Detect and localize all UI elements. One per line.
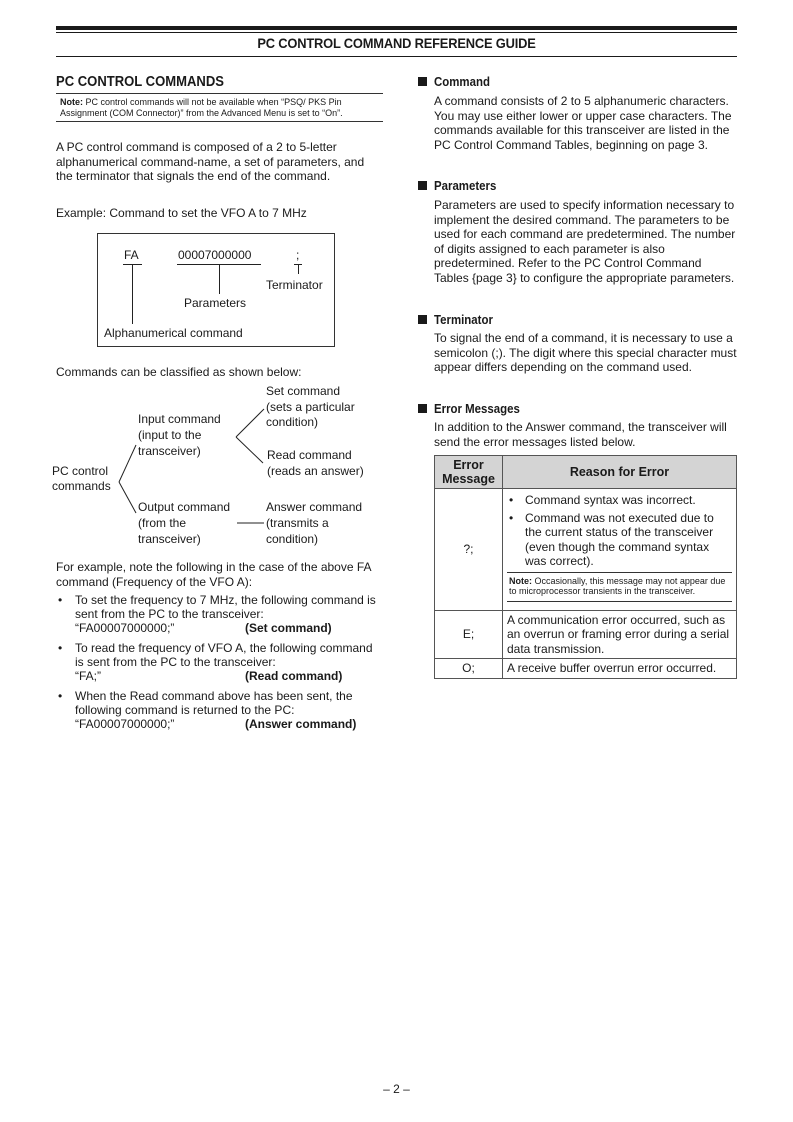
- bullet-command-type: (Set command): [245, 621, 332, 635]
- tree-answer-line1: Answer command: [266, 500, 363, 514]
- bullet-code: “FA00007000000;”: [75, 717, 175, 731]
- example-label: Example: Command to set the VFO A to 7 MHz: [56, 206, 307, 220]
- bullet-text: When the Read command above has been sent, the following command is returned to the PC:: [75, 689, 353, 717]
- bullet-icon: •: [58, 593, 63, 607]
- classify-intro: Commands can be classified as shown below:: [56, 365, 302, 379]
- tree-output-line1: Output command: [138, 500, 231, 514]
- table-row: [435, 489, 737, 611]
- bullet-icon: •: [509, 493, 514, 507]
- tree-root-line1: PC control: [52, 464, 109, 478]
- section-body-parameters: Parameters are used to specify information necessary to implement the desired command. The parameters to be used for each command are predetermined. The number of digits assigned to each parameter is also predetermined. Refer to the PC Control Command Tables {page 3} to configure the appropriate parameters.: [434, 198, 736, 285]
- square-bullet-icon: [418, 404, 427, 413]
- intro-paragraph: A PC control command is composed of a 2 to 5-letter alphanumerical command-name, a set of parameters, and the terminator that signals the end of the command.: [56, 140, 365, 183]
- section-body-error-messages: In addition to the Answer command, the transceiver will send the error messages listed below.: [434, 420, 727, 449]
- table-header-row: [435, 456, 737, 489]
- tree-set-line1: Set command: [266, 384, 341, 398]
- note-label: Note:: [60, 97, 83, 107]
- diagram-terminator-symbol: ;: [296, 248, 300, 262]
- section-heading-command: Command: [418, 74, 498, 89]
- diagram-command-label: Alphanumerical command: [104, 326, 243, 340]
- table-row: [435, 610, 737, 659]
- page-title: PC CONTROL COMMAND REFERENCE GUIDE: [257, 35, 536, 51]
- error-reason: A receive buffer overrun error occurred.: [503, 659, 737, 679]
- bullet-code: “FA;”: [75, 669, 101, 683]
- example-bullet-answer: [56, 689, 378, 731]
- section-heading-terminator: Terminator: [418, 312, 501, 327]
- error-reason: A communication error occurred, such as an overrun or framing error during a serial data transmission.: [503, 610, 737, 659]
- example-bullet-set: [56, 593, 378, 635]
- section-body-command: A command consists of 2 to 5 alphanumeric characters. You may use either lower or upper case characters. The commands available for this transceiver are listed in the PC Control Command Tables, beginning on page 3.: [434, 94, 732, 152]
- bullet-code: “FA00007000000;”: [75, 621, 175, 635]
- tree-answer-line3: condition): [266, 532, 319, 546]
- bullet-command-type: (Read command): [245, 669, 343, 683]
- error-note: Note: Occasionally, this message may not appear due to microprocessor transients in the transceiver.: [507, 572, 732, 602]
- section-heading-pc-control-commands: PC CONTROL COMMANDS: [56, 74, 224, 90]
- note-text: PC control commands will not be available when “PSQ/ PKS Pin Assignment (COM Connector)” from the Advanced Menu is set to “On”.: [60, 97, 343, 118]
- error-code: E;: [435, 610, 503, 659]
- tree-set-line3: condition): [266, 415, 319, 429]
- page-number: – 2 –: [383, 1082, 410, 1096]
- diagram-command: FA: [124, 248, 139, 262]
- tree-set-line2: (sets a particular: [266, 400, 355, 414]
- table-row: [435, 659, 737, 679]
- tree-read-line2: (reads an answer): [267, 464, 364, 478]
- error-reason: • Command syntax was incorrect. • Command was not executed due to the current status of the transceiver (even though the command syntax was correct). Note: Occasionally, this message may not appear due to microprocessor transients in the transceiver.: [503, 489, 737, 611]
- tree-output-line3: transceiver): [138, 532, 201, 546]
- square-bullet-icon: [418, 77, 427, 86]
- error-code: ?;: [435, 489, 503, 611]
- bullet-icon: •: [509, 510, 514, 525]
- diagram-terminator-label: Terminator: [266, 278, 323, 292]
- for-example-paragraph: For example, note the following in the case of the above FA command (Frequency of the VFO A):: [56, 560, 371, 589]
- bullet-text: To set the frequency to 7 MHz, the following command is sent from the PC to the transceiver:: [75, 593, 376, 621]
- header-reason-for-error: Reason for Error: [503, 456, 737, 489]
- bullet-command-type: (Answer command): [245, 717, 357, 731]
- tree-read-line1: Read command: [267, 448, 352, 462]
- error-messages-table: [434, 455, 737, 679]
- square-bullet-icon: [418, 181, 427, 190]
- bullet-icon: •: [58, 641, 63, 655]
- tree-output-line2: (from the: [138, 516, 187, 530]
- diagram-parameters-value: 00007000000: [178, 248, 252, 262]
- section-heading-error-messages: Error Messages: [418, 401, 532, 416]
- bullet-icon: •: [58, 689, 63, 703]
- section-heading-parameters: Parameters: [418, 178, 505, 193]
- error-code: O;: [435, 659, 503, 679]
- tree-answer-line2: (transmits a: [266, 516, 329, 530]
- square-bullet-icon: [418, 315, 427, 324]
- tree-input-line3: transceiver): [138, 444, 201, 458]
- tree-input-line2: (input to the: [138, 428, 202, 442]
- tree-root-line2: commands: [52, 479, 111, 493]
- header-error-message: Error Message: [435, 456, 503, 489]
- section-body-terminator: To signal the end of a command, it is necessary to use a semicolon (;). The digit where this special character must appear differs depending on the command used.: [434, 331, 737, 374]
- example-bullet-read: [56, 641, 378, 683]
- bullet-text: To read the frequency of VFO A, the following command is sent from the PC to the transceiver:: [75, 641, 373, 669]
- diagram-parameters-label: Parameters: [184, 296, 247, 310]
- tree-input-line1: Input command: [138, 412, 221, 426]
